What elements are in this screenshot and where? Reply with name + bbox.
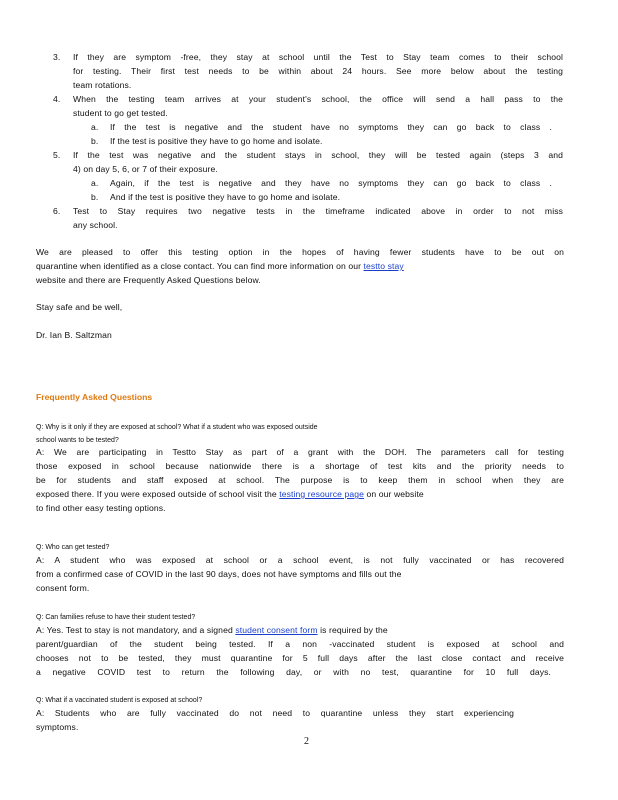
sub-letter: a. [91,122,99,132]
faq-answer-line: symptoms. [36,722,79,732]
sub-letter: a. [91,178,99,188]
sub-item-text: If the test is negative and the student have no symptoms they can go back to class . [110,122,552,132]
sub-letter: b. [91,136,99,146]
student-consent-form-link[interactable]: student consent form [235,625,318,635]
faq-heading: Frequently Asked Questions [36,392,153,402]
sign-off: Stay safe and be well, [36,302,123,312]
faq-question: Q: Who can get tested? [36,542,110,551]
faq-answer-text: exposed there. If you were exposed outside of school visit the [36,489,277,499]
faq-answer-line: A: Students who are fully vaccinated do not need to quarantine unless they start experiencing [36,708,514,718]
closing-paragraph-text: quarantine when identified as a close contact. You can find more information on our [36,261,362,271]
closing-paragraph-line: We are pleased to offer this testing option in the hopes of having fewer students have to be out on [36,247,564,257]
faq-question: Q: Can families refuse to have their student tested? [36,612,196,621]
faq-answer-line: consent form. [36,583,90,593]
list-number: 4. [53,94,61,104]
list-item-line: student to go get tested. [73,108,168,118]
list-number: 6. [53,206,61,216]
list-item-line: If they are symptom -free, they stay at school until the Test to Stay team comes to their school [73,52,563,62]
faq-answer-text: is required by the [320,625,388,635]
list-item-line: 4) on day 5, 6, or 7 of their exposure. [73,164,218,174]
sub-item-text: If the test is positive they have to go home and isolate. [110,136,323,146]
faq-answer-line: A: We are participating in Testto Stay as part of a grant with the DOH. The parameters call for testing [36,447,564,457]
faq-answer-line: parent/guardian of the student being tested. If a non -vaccinated student is exposed at school and [36,639,564,649]
sub-item-text: And if the test is positive they have to go home and isolate. [110,192,341,202]
faq-question: school wants to be tested? [36,435,119,444]
faq-answer-line: a negative COVID test to return the following day, or with no test, quarantine for 10 full days. [36,667,551,677]
closing-paragraph-line [36,261,564,272]
closing-paragraph-line: website and there are Frequently Asked Questions below. [36,275,261,285]
list-number: 5. [53,150,61,160]
faq-question: Q: Why is it only if they are exposed at school? What if a student who was exposed outside [36,422,318,431]
list-item-line: When the testing team arrives at your student's school, the office will send a hall pass to the [73,94,563,104]
list-item-line: team rotations. [73,80,132,90]
page-number: 2 [304,736,309,747]
faq-question: Q: What if a vaccinated student is exposed at school? [36,695,203,704]
faq-answer-line: those exposed in school because nationwide there is a shortage of test kits and the priority needs to [36,461,564,471]
sub-letter: b. [91,192,99,202]
list-item-line: any school. [73,220,118,230]
faq-answer-text: A: Yes. Test to stay is not mandatory, and a signed [36,625,233,635]
list-item-line: for testing. Their first test needs to be within about 24 hours. See more below about the testing [73,66,563,76]
list-item-line: Test to Stay requires two negative tests in the timeframe indicated above in order to not miss [73,206,563,216]
faq-answer-text: on our website [366,489,424,499]
faq-answer-line [36,625,564,636]
faq-answer-line: to find other easy testing options. [36,503,166,513]
test-to-stay-link[interactable]: testto stay [363,261,404,271]
list-number: 3. [53,52,61,62]
faq-answer-line: from a confirmed case of COVID in the last 90 days, does not have symptoms and fills out the [36,569,402,579]
testing-resource-page-link[interactable]: testing resource page [279,489,365,499]
list-item-line: If the test was negative and the student stays in school, they will be tested again (steps 3 and [73,150,563,160]
sub-item-text: Again, if the test is negative and they have no symptoms they can go back to class . [110,178,552,188]
faq-answer-line: chooses not to be tested, they must quarantine for 5 full days after the last close contact and receive [36,653,564,663]
signature: Dr. Ian B. Saltzman [36,330,112,340]
faq-answer-line [36,489,424,500]
faq-answer-line: A: A student who was exposed at school or a school event, is not fully vaccinated or has recovered [36,555,564,565]
faq-answer-line: be for students and staff exposed at school. The purpose is to keep them in school when they are [36,475,564,485]
